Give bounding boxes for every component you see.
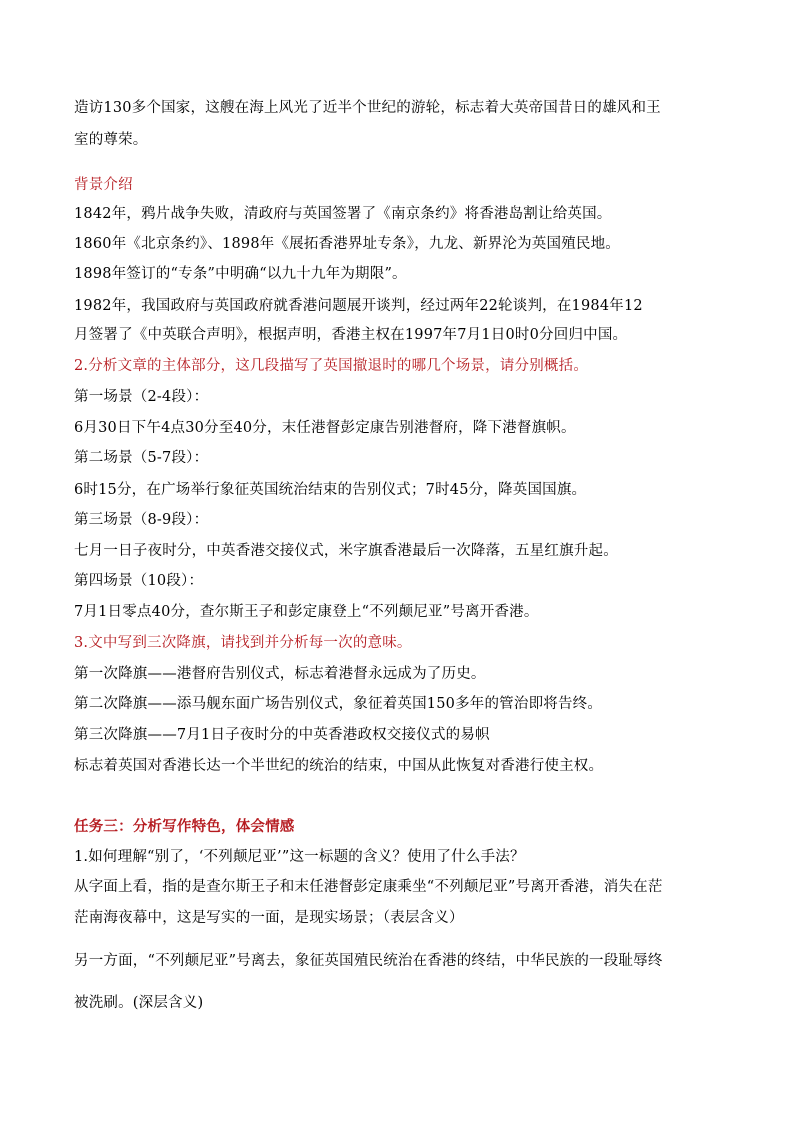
question-2: 2.分析文章的主体部分，这几段描写了英国撤退时的哪几个场景，请分别概括。	[74, 358, 589, 374]
text-line: 月签署了《中英联合声明》，根据声明，香港主权在1997年7月1日0时0分回归中国。	[74, 327, 628, 343]
section-heading-task-3: 任务三：分析写作特色，体会情感	[74, 818, 295, 835]
section-label-background: 背景介绍	[74, 177, 133, 193]
text-line: 另一方面，“不列颠尼亚”号离去，象征英国殖民统治在香港的终结，中华民族的一段耻辱终	[74, 953, 663, 969]
text-line: 第二场景（5-7段）：	[74, 450, 209, 466]
text-line: 被洗刷。(深层含义)	[74, 995, 204, 1011]
text-line: 1982年，我国政府与英国政府就香港问题展开谈判，经过两年22轮谈判，在1984年12	[74, 298, 643, 314]
text-line: 第四场景（10段）：	[74, 573, 204, 589]
text-line: 第一次降旗——港督府告别仪式，标志着港督永远成为了历史。	[74, 666, 486, 682]
text-line: 茫南海夜幕中，这是写实的一面，是现实场景；（表层含义）	[74, 910, 464, 926]
text-line: 从字面上看，指的是查尔斯王子和末任港督彭定康乘坐“不列颠尼亚”号离开香港，消失在茫	[74, 879, 663, 895]
text-line: 1860年《北京条约》、1898年《展拓香港界址专条》，九龙、新界沦为英国殖民地。	[74, 236, 620, 252]
text-line: 第三场景（8-9段）：	[74, 512, 209, 528]
text-line: 室的尊荣。	[74, 132, 148, 148]
text-line: 造访130多个国家，这艘在海上风光了近半个世纪的游轮，标志着大英帝国昔日的雄风和王	[74, 100, 661, 116]
text-line: 6月30日下午4点30分至40分，末任港督彭定康告别港督府，降下港督旗帜。	[74, 420, 576, 436]
text-line: 1842年，鸦片战争失败，清政府与英国签署了《南京条约》将香港岛割让给英国。	[74, 206, 612, 222]
text-line: 第一场景（2-4段）：	[74, 389, 209, 405]
text-line: 1898年签订的“专条”中明确“以九十九年为期限”。	[74, 266, 407, 282]
text-line: 七月一日子夜时分，中英香港交接仪式，米字旗香港最后一次降落，五星红旗升起。	[74, 543, 618, 559]
text-line: 6时15分，在广场举行象征英国统治结束的告别仪式；7时45分，降英国国旗。	[74, 482, 587, 498]
text-line: 7月1日零点40分，查尔斯王子和彭定康登上“不列颠尼亚”号离开香港。	[74, 604, 539, 620]
question-3: 3.文中写到三次降旗，请找到并分析每一次的意味。	[74, 635, 412, 651]
text-line: 1.如何理解“别了，‘不列颠尼亚’”这一标题的含义？使用了什么手法？	[74, 849, 525, 865]
text-line: 第三次降旗——7月1日子夜时分的中英香港政权交接仪式的易帜	[74, 727, 490, 743]
text-line: 第二次降旗——添马舰东面广场告别仪式，象征着英国150多年的管治即将告终。	[74, 696, 603, 712]
text-line: 标志着英国对香港长达一个半世纪的统治的结束，中国从此恢复对香港行使主权。	[74, 758, 604, 774]
